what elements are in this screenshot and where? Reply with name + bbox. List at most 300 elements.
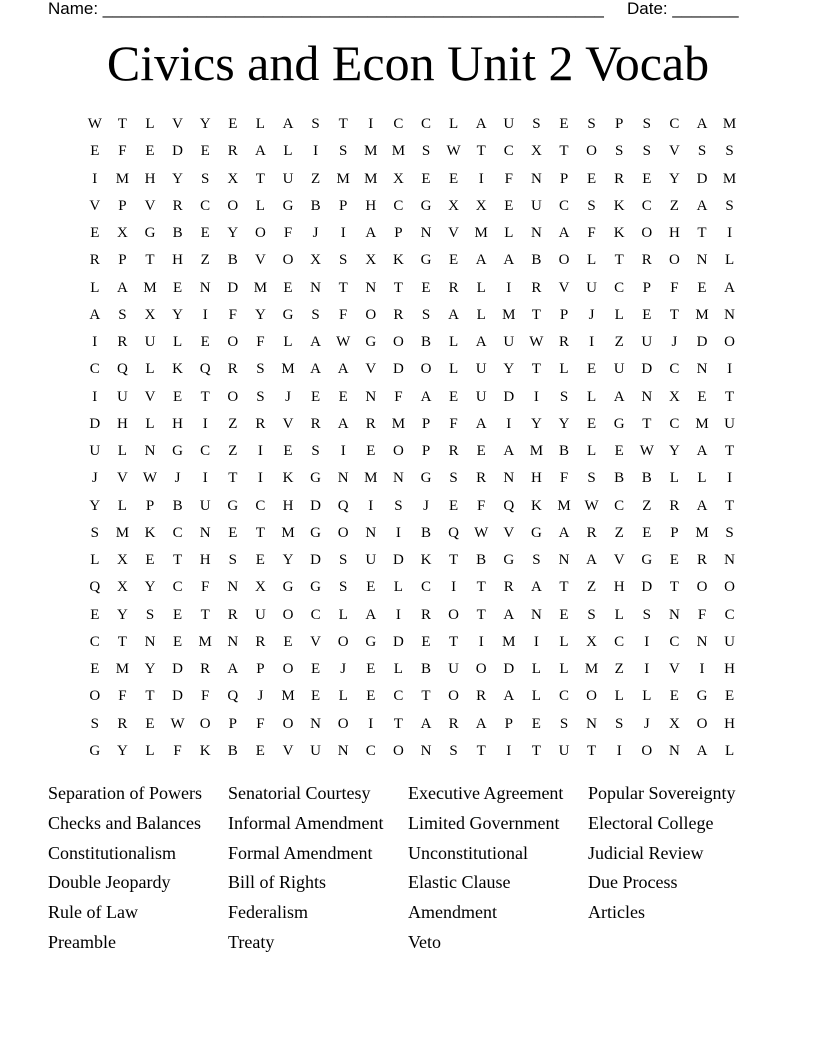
grid-letter: G <box>365 633 377 650</box>
grid-letter: R <box>365 415 376 432</box>
grid-letter: L <box>255 197 265 214</box>
grid-letter: N <box>392 470 404 487</box>
grid-letter: L <box>90 279 100 296</box>
grid-letter: Y <box>199 116 211 132</box>
grid-letter: U <box>144 334 156 350</box>
grid-letter: A <box>282 116 294 132</box>
grid-letter: M <box>364 470 378 487</box>
grid-letter: M <box>281 688 295 705</box>
grid-letter: P <box>642 279 651 296</box>
grid-letter: S <box>642 116 651 132</box>
grid-letter: E <box>476 443 486 459</box>
grid-letter: A <box>696 443 708 459</box>
grid-letter: L <box>393 579 403 596</box>
grid-letter: E <box>642 524 652 541</box>
grid-row <box>81 656 743 683</box>
grid-letter: V <box>282 415 294 432</box>
grid-letter: V <box>668 143 680 160</box>
grid-letter: O <box>586 688 598 705</box>
grid-letter: S <box>339 579 348 596</box>
grid-letter: X <box>116 579 128 596</box>
grid-letter: A <box>696 742 708 759</box>
grid-letter: T <box>531 306 541 323</box>
grid-letter: I <box>92 334 98 350</box>
grid-letter: E <box>642 170 652 187</box>
grid-letter: L <box>393 661 403 677</box>
grid-letter: N <box>227 633 239 650</box>
grid-letter: S <box>642 606 651 623</box>
grid-letter: F <box>559 470 569 487</box>
grid-letter: A <box>116 279 128 296</box>
grid-letter: H <box>530 470 542 487</box>
grid-letter: U <box>503 334 515 350</box>
grid-letter: G <box>613 415 625 432</box>
grid-letter: C <box>310 606 321 623</box>
grid-letter: X <box>144 306 156 323</box>
grid-letter: B <box>227 252 238 269</box>
grid-letter: E <box>283 633 293 650</box>
grid-letter: M <box>584 661 599 677</box>
grid-letter: C <box>669 633 680 650</box>
grid-letter: T <box>559 579 569 596</box>
grid-letter: V <box>503 524 515 541</box>
grid-letter: U <box>89 443 101 459</box>
grid-letter: R <box>448 443 459 459</box>
grid-letter: I <box>395 524 401 541</box>
grid-letter: M <box>364 143 378 160</box>
grid-letter: E <box>311 688 321 705</box>
grid-letter: A <box>475 715 487 732</box>
grid-letter: J <box>671 334 678 350</box>
grid-letter: U <box>365 552 377 568</box>
grid-letter: M <box>391 415 406 432</box>
grid-letter: U <box>586 279 598 296</box>
grid-letter: I <box>589 334 595 350</box>
grid-letter: A <box>337 415 349 432</box>
grid-letter: V <box>144 388 156 405</box>
grid-letter: T <box>476 606 486 623</box>
grid-letter: Y <box>530 415 542 432</box>
grid-letter: B <box>476 552 487 568</box>
grid-row <box>81 247 743 274</box>
grid-letter: S <box>725 524 734 541</box>
grid-letter: Z <box>587 579 597 596</box>
grid-letter: J <box>643 715 650 732</box>
grid-letter: E <box>173 606 183 623</box>
grid-letter: S <box>339 252 348 269</box>
grid-letter: A <box>696 497 708 514</box>
grid-letter: S <box>311 116 320 132</box>
grid-letter: L <box>90 552 100 568</box>
grid-letter: H <box>724 661 736 677</box>
word-bank-item: Electoral College <box>588 812 714 833</box>
grid-row <box>81 138 743 165</box>
grid-letter: B <box>310 197 321 214</box>
grid-row <box>81 384 743 411</box>
grid-letter: S <box>311 306 320 323</box>
grid-letter: A <box>365 225 377 241</box>
grid-letter: V <box>172 116 184 132</box>
grid-row <box>81 629 743 656</box>
grid-letter: D <box>641 579 653 596</box>
grid-letter: M <box>281 524 295 541</box>
grid-letter: X <box>227 170 239 187</box>
grid-letter: S <box>559 715 569 732</box>
grid-letter: F <box>394 388 403 405</box>
grid-letter: X <box>530 143 542 160</box>
grid-letter: J <box>423 497 429 514</box>
grid-letter: U <box>199 497 211 514</box>
word-bank-item: Checks and Balances <box>48 812 201 833</box>
grid-letter: P <box>118 197 127 214</box>
grid-letter: L <box>338 688 348 705</box>
grid-letter: O <box>724 579 736 596</box>
grid-letter: U <box>503 116 515 132</box>
grid-letter: L <box>587 388 597 405</box>
grid-letter: M <box>474 225 488 241</box>
grid-letter: S <box>449 470 458 487</box>
grid-letter: S <box>449 742 458 759</box>
grid-letter: I <box>644 661 650 677</box>
grid-letter: E <box>311 388 321 405</box>
grid-letter: X <box>448 197 460 214</box>
grid-letter: O <box>696 715 708 732</box>
grid-letter: E <box>559 606 569 623</box>
grid-letter: E <box>697 279 707 296</box>
grid-letter: V <box>89 197 101 214</box>
grid-letter: L <box>531 688 541 705</box>
grid-letter: S <box>256 361 265 378</box>
grid-letter: S <box>118 306 127 323</box>
grid-letter: I <box>699 661 705 677</box>
grid-letter: Y <box>116 742 128 759</box>
grid-letter: C <box>393 197 404 214</box>
grid-letter: O <box>282 606 294 623</box>
grid-letter: W <box>584 497 599 514</box>
grid-letter: X <box>475 197 487 214</box>
grid-letter: G <box>530 524 542 541</box>
grid-letter: L <box>559 633 569 650</box>
grid-letter: W <box>336 334 351 350</box>
grid-letter: P <box>145 497 155 514</box>
grid-row <box>81 602 743 629</box>
grid-letter: I <box>616 742 622 759</box>
grid-letter: P <box>228 715 237 732</box>
grid-letter: O <box>227 197 239 214</box>
grid-letter: T <box>228 470 238 487</box>
grid-letter: G <box>310 470 322 487</box>
grid-letter: P <box>421 443 431 459</box>
grid-letter: V <box>558 279 570 296</box>
grid-letter: A <box>310 334 322 350</box>
word-bank-item: Constitutionalism <box>48 842 177 863</box>
grid-letter: K <box>282 470 294 487</box>
grid-letter: F <box>477 497 486 514</box>
word-bank-item: Senatorial Courtesy <box>228 783 371 803</box>
grid-row <box>81 220 743 247</box>
word-bank-item: Due Process <box>588 872 678 893</box>
grid-letter: O <box>668 252 680 269</box>
grid-letter: N <box>668 606 680 623</box>
grid-row <box>81 547 743 574</box>
grid-letter: P <box>670 524 679 541</box>
grid-letter: E <box>531 715 541 732</box>
grid-letter: J <box>257 688 264 705</box>
grid-letter: K <box>613 225 625 241</box>
grid-row <box>81 574 743 601</box>
grid-letter: U <box>724 415 736 432</box>
grid-letter: U <box>613 361 625 378</box>
grid-letter: P <box>421 415 431 432</box>
grid-letter: G <box>310 579 322 596</box>
grid-letter: U <box>475 361 487 378</box>
grid-letter: M <box>364 170 378 187</box>
grid-letter: T <box>476 742 486 759</box>
grid-row <box>81 166 743 193</box>
grid-row <box>81 111 743 138</box>
grid-letter: L <box>614 306 624 323</box>
grid-letter: X <box>310 252 322 269</box>
grid-letter: T <box>669 579 679 596</box>
grid-letter: E <box>200 334 210 350</box>
grid-letter: V <box>365 361 377 378</box>
grid-letter: I <box>368 715 374 732</box>
grid-letter: T <box>476 143 486 160</box>
grid-letter: A <box>448 306 460 323</box>
grid-letter: B <box>420 524 431 541</box>
grid-letter: E <box>255 552 265 568</box>
grid-letter: D <box>503 661 515 677</box>
grid-letter: X <box>586 633 598 650</box>
grid-letter: T <box>669 306 679 323</box>
grid-letter: C <box>558 688 569 705</box>
grid-letter: I <box>257 443 263 459</box>
grid-letter: E <box>449 497 459 514</box>
grid-letter: A <box>89 306 101 323</box>
grid-letter: D <box>310 552 322 568</box>
grid-letter: E <box>228 524 238 541</box>
grid-letter: X <box>392 170 404 187</box>
grid-letter: I <box>257 470 263 487</box>
grid-letter: E <box>311 661 321 677</box>
grid-letter: N <box>586 715 598 732</box>
grid-letter: S <box>421 143 431 160</box>
grid-letter: D <box>172 143 184 160</box>
grid-letter: X <box>668 388 680 405</box>
grid-letter: O <box>392 443 404 459</box>
grid-letter: E <box>200 225 210 241</box>
grid-row <box>81 302 743 329</box>
grid-letter: R <box>696 552 707 568</box>
grid-letter: O <box>696 579 708 596</box>
grid-letter: L <box>669 470 679 487</box>
grid-letter: E <box>725 688 735 705</box>
grid-letter: D <box>172 661 184 677</box>
grid-letter: O <box>227 334 239 350</box>
grid-letter: G <box>696 688 708 705</box>
grid-letter: C <box>614 279 625 296</box>
grid-letter: N <box>144 633 156 650</box>
grid-letter: G <box>503 552 515 568</box>
grid-letter: E <box>504 197 514 214</box>
grid-letter: N <box>724 552 736 568</box>
grid-letter: C <box>669 361 680 378</box>
grid-letter: L <box>614 606 624 623</box>
grid-letter: Q <box>337 497 349 514</box>
grid-letter: N <box>724 306 736 323</box>
grid-letter: C <box>393 688 404 705</box>
grid-letter: M <box>722 170 737 187</box>
grid-letter: I <box>340 225 346 241</box>
grid-letter: R <box>200 661 211 677</box>
grid-letter: T <box>614 252 624 269</box>
grid-letter: T <box>117 633 127 650</box>
grid-letter: R <box>476 470 487 487</box>
grid-letter: Y <box>503 361 515 378</box>
grid-letter: C <box>393 116 404 132</box>
grid-letter: M <box>529 443 544 459</box>
grid-letter: R <box>503 579 514 596</box>
grid-letter: V <box>448 225 460 241</box>
grid-letter: T <box>642 415 652 432</box>
grid-letter: O <box>282 715 294 732</box>
grid-letter: E <box>173 388 183 405</box>
grid-letter: R <box>255 415 266 432</box>
grid-letter: Q <box>503 497 515 514</box>
grid-letter: R <box>669 497 680 514</box>
grid-letter: T <box>476 579 486 596</box>
grid-letter: L <box>725 742 735 759</box>
grid-letter: S <box>587 470 596 487</box>
word-bank-item: Formal Amendment <box>228 842 373 863</box>
grid-letter: K <box>420 552 432 568</box>
grid-letter: B <box>420 334 431 350</box>
grid-letter: R <box>393 306 404 323</box>
grid-letter: M <box>115 524 130 541</box>
word-bank-item: Amendment <box>408 902 497 923</box>
grid-letter: D <box>641 361 653 378</box>
grid-letter: O <box>558 252 570 269</box>
grid-letter: S <box>394 497 403 514</box>
grid-letter: A <box>724 279 736 296</box>
grid-letter: R <box>227 143 238 160</box>
grid-letter: O <box>586 143 598 160</box>
word-bank-item: Informal Amendment <box>228 812 384 833</box>
grid-letter: S <box>228 552 237 568</box>
grid-letter: E <box>669 688 679 705</box>
grid-letter: A <box>420 715 432 732</box>
grid-letter: S <box>587 116 596 132</box>
grid-row <box>81 711 743 738</box>
grid-letter: J <box>312 225 319 241</box>
grid-letter: I <box>451 579 457 596</box>
grid-letter: U <box>530 197 542 214</box>
grid-letter: R <box>641 252 652 269</box>
grid-letter: S <box>256 388 265 405</box>
grid-letter: H <box>365 197 377 214</box>
grid-letter: N <box>310 279 322 296</box>
grid-letter: Z <box>200 252 210 269</box>
grid-letter: E <box>366 443 376 459</box>
grid-letter: E <box>228 116 238 132</box>
grid-letter: M <box>557 497 571 514</box>
grid-letter: A <box>613 388 625 405</box>
grid-letter: P <box>339 197 348 214</box>
grid-letter: V <box>668 661 680 677</box>
grid-letter: O <box>392 742 404 759</box>
grid-letter: K <box>613 197 625 214</box>
grid-letter: U <box>558 742 570 759</box>
grid-row <box>81 329 743 356</box>
grid-letter: S <box>587 606 596 623</box>
grid-letter: I <box>368 497 374 514</box>
date-field-label: Date: _______ <box>627 0 739 18</box>
grid-letter: B <box>614 470 625 487</box>
grid-row <box>81 275 743 302</box>
grid-letter: N <box>668 742 680 759</box>
grid-letter: D <box>696 334 708 350</box>
grid-letter: Y <box>172 170 184 187</box>
word-bank-item: Treaty <box>228 932 275 952</box>
word-bank-item: Judicial Review <box>588 842 704 863</box>
grid-letter: Y <box>558 415 570 432</box>
grid-letter: F <box>173 742 182 759</box>
word-bank-item: Preamble <box>48 932 116 952</box>
grid-letter: A <box>503 688 515 705</box>
grid-letter: I <box>727 361 733 378</box>
grid-letter: D <box>392 361 404 378</box>
grid-letter: E <box>421 170 431 187</box>
grid-letter: F <box>697 606 707 623</box>
grid-letter: I <box>368 116 374 132</box>
grid-letter: S <box>339 143 348 160</box>
grid-letter: E <box>255 742 265 759</box>
grid-letter: S <box>532 552 541 568</box>
word-bank-item: Unconstitutional <box>408 842 528 863</box>
grid-letter: U <box>641 334 653 350</box>
grid-letter: Z <box>614 524 624 541</box>
grid-letter: D <box>172 688 184 705</box>
grid-letter: E <box>90 661 100 677</box>
grid-letter: S <box>725 197 734 214</box>
grid-letter: T <box>725 388 735 405</box>
grid-letter: M <box>143 279 157 296</box>
grid-letter: H <box>172 415 184 432</box>
grid-letter: L <box>173 334 183 350</box>
header <box>48 0 748 20</box>
grid-letter: N <box>227 579 239 596</box>
grid-letter: C <box>420 579 431 596</box>
grid-letter: Z <box>642 497 652 514</box>
grid-letter: T <box>393 715 403 732</box>
grid-letter: V <box>116 470 128 487</box>
grid-letter: R <box>476 688 487 705</box>
grid-letter: L <box>476 279 486 296</box>
grid-letter: C <box>420 116 431 132</box>
grid-letter: N <box>420 225 432 241</box>
grid-letter: N <box>530 225 542 241</box>
grid-letter: E <box>587 361 597 378</box>
grid-row <box>81 465 743 492</box>
grid-letter: F <box>118 143 127 160</box>
grid-letter: C <box>172 579 183 596</box>
grid-letter: U <box>282 170 294 187</box>
grid-letter: E <box>145 143 155 160</box>
grid-letter: H <box>724 715 736 732</box>
grid-letter: A <box>696 197 708 214</box>
grid-letter: H <box>613 579 625 596</box>
grid-letter: Q <box>199 361 211 378</box>
